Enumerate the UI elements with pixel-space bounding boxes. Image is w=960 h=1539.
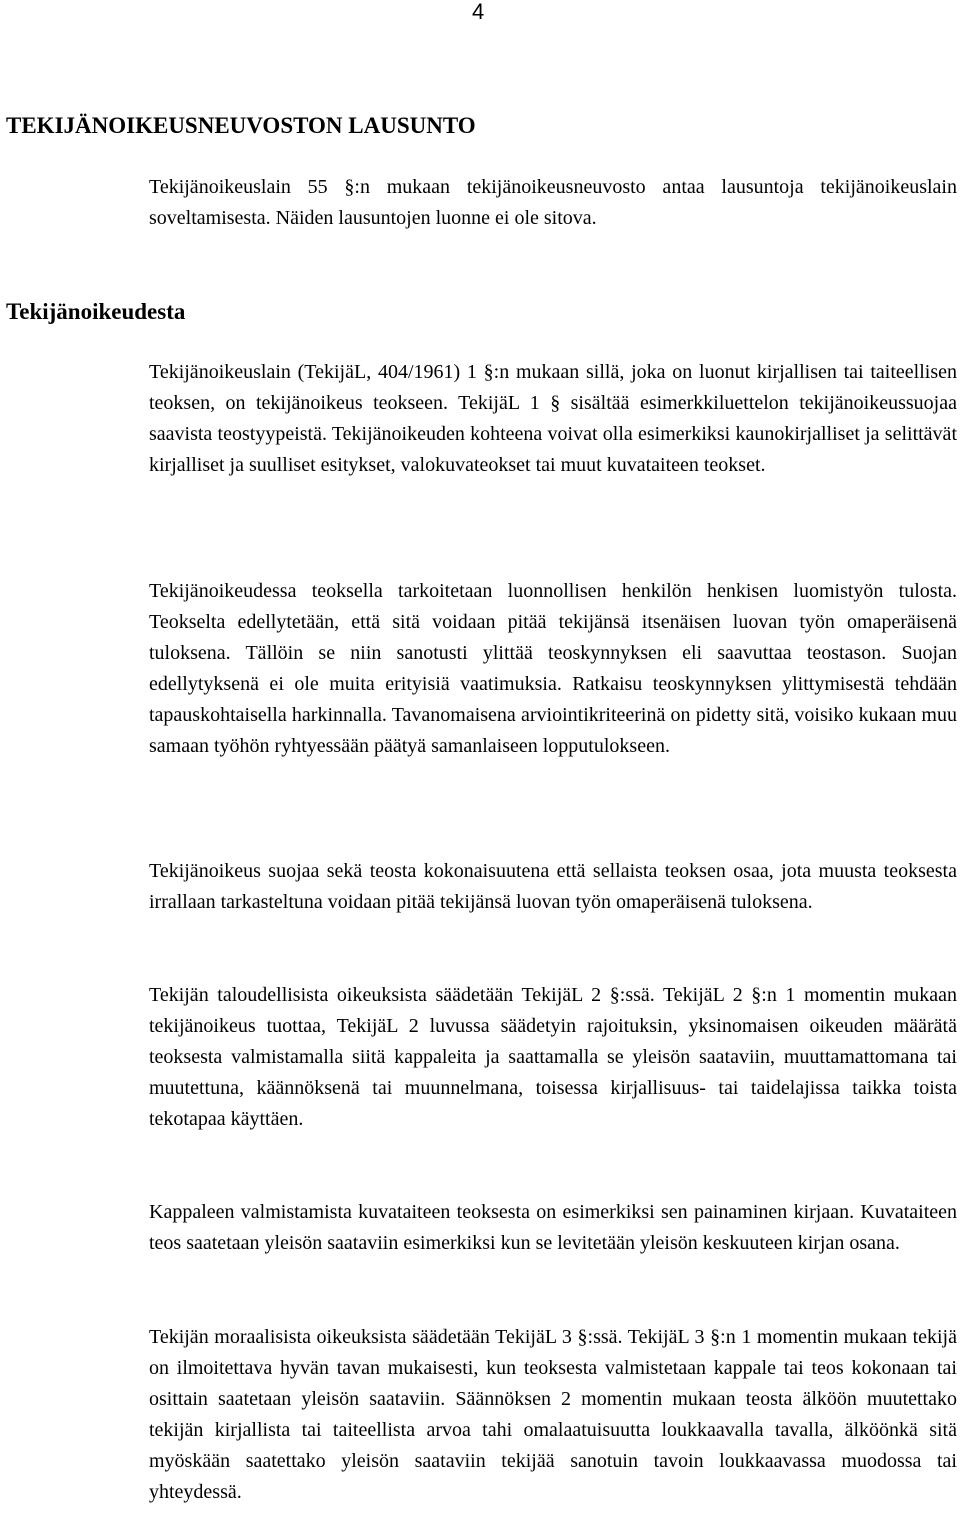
body-paragraph: Tekijän moraalisista oikeuksista säädetään TekijäL 3 §:ssä. TekijäL 3 §:n 1 momentin mukaan tekijä on ilmoitettava hyvän tavan mukaisesti, kun teoksesta valmistetaan kappale tai teos kokonaan tai osittain saatetaan yleisön saataviin. Säännöksen 2 momentin mukaan teosta älköön muutettako tekijän kirjallista tai taiteellista arvoa tahi omalaatuisuutta loukkaavalla tavalla, älköönkä sitä myöskään saatettako yleisön saataviin tekijää sanotuin tavoin loukkaavassa muodossa tai yhteydessä. <box>149 1326 957 1503</box>
body-paragraph: Tekijänoikeuslain (TekijäL, 404/1961) 1 §:n mukaan sillä, joka on luonut kirjallisen tai taiteellisen teoksen, on tekijänoikeus teokseen. TekijäL 1 § sisältää esimerkkiluettelon tekijänoikeussuojaa saavista teostyypeistä. Tekijänoikeuden kohteena voivat olla esimerkiksi kaunokirjalliset ja selittävät kirjalliset ja suulliset esitykset, valokuvateokset tai muut kuvataiteen teokset. <box>149 361 957 476</box>
document-title: TEKIJÄNOIKEUSNEUVOSTON LAUSUNTO <box>6 113 476 138</box>
body-paragraph: Tekijän taloudellisista oikeuksista säädetään TekijäL 2 §:ssä. TekijäL 2 §:n 1 momentin mukaan tekijänoikeus tuottaa, TekijäL 2 luvussa säädetyin rajoituksin, yksinomaisen oikeuden määrätä teoksesta valmistamalla siitä kappaleita ja saattamalla se yleisön saataviin, muuttamattomana tai muutettuna, käännöksenä tai muunnelmana, toisessa kirjallisuus- tai taidelajissa taikka toista tekotapaa käyttäen. <box>149 984 957 1130</box>
body-paragraph: Tekijänoikeudessa teoksella tarkoitetaan luonnollisen henkilön henkisen luomistyön tulosta. Teokselta edellytetään, että sitä voidaan pitää tekijänsä itsenäisen luovan työn omaperäisenä tuloksena. Tällöin se niin sanotusti ylittää teoskynnyksen eli saavuttaa teostason. Suojan edellytyksenä ei ole muita erityisiä vaatimuksia. Ratkaisu teoskynnyksen ylittymisestä tehdään tapauskohtaisella harkinnalla. Tavanomaisena arviointikriteerinä on pidetty sitä, voisiko kukaan muu samaan työhön ryhtyessään päätyä samanlaiseen lopputulokseen. <box>149 580 957 757</box>
page-number: 4 <box>472 0 485 24</box>
body-paragraph: Kappaleen valmistamista kuvataiteen teoksesta on esimerkiksi sen painaminen kirjaan. Kuvataiteen teos saatetaan yleisön saataviin esimerkiksi kun se levitetään yleisön keskuuteen kirjan osana. <box>149 1201 957 1254</box>
section-heading: Tekijänoikeudesta <box>6 299 186 324</box>
body-paragraph: Tekijänoikeus suojaa sekä teosta kokonaisuutena että sellaista teoksen osaa, jota muusta teoksesta irrallaan tarkasteltuna voidaan pitää tekijänsä luovan työn omaperäisenä tuloksena. <box>149 860 957 913</box>
intro-paragraph: Tekijänoikeuslain 55 §:n mukaan tekijänoikeusneuvosto antaa lausuntoja tekijänoikeuslain soveltamisesta. Näiden lausuntojen luonne ei ole sitova. <box>149 176 957 229</box>
